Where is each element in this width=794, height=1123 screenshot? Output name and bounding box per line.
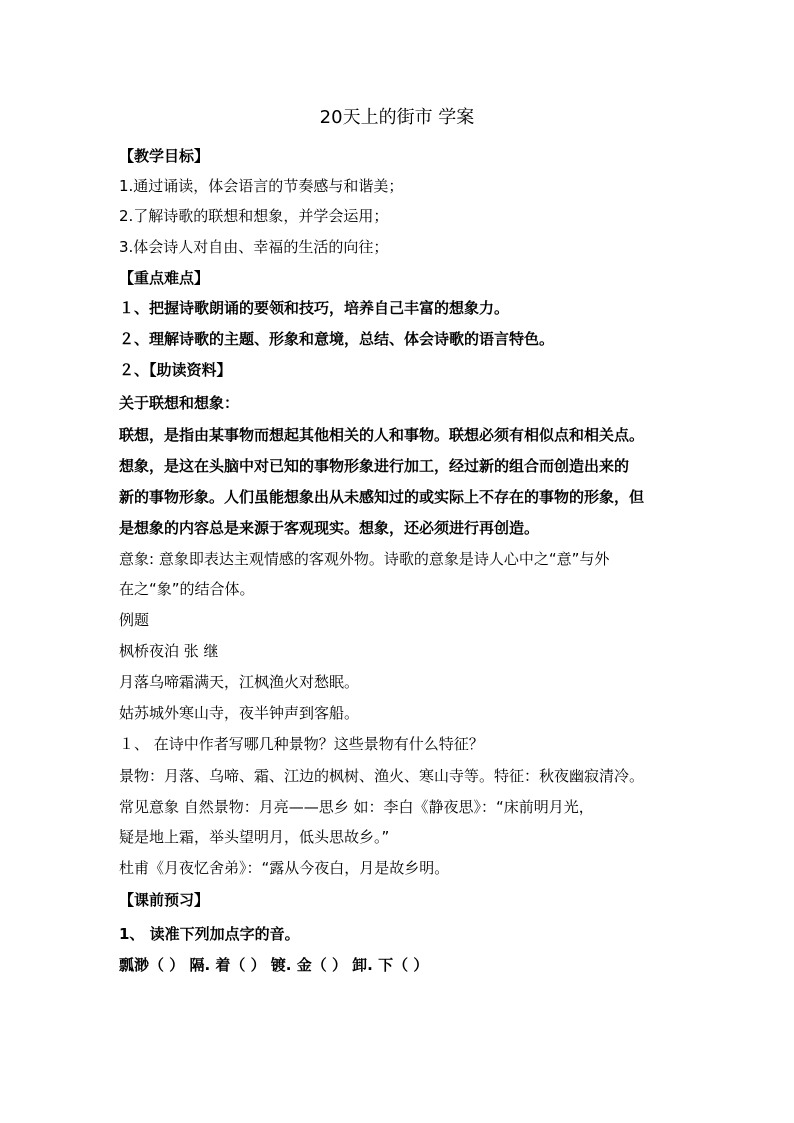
key-point-2: ２、理解诗歌的主题、形象和意境，总结、体会诗歌的语言特色。 (119, 330, 555, 348)
imagery-example-line-3: 杜甫《月夜忆舍弟》：“露从今夜白，月是故乡明。 (119, 859, 450, 877)
section-heading-reading-material: ２、【助读资料】 (119, 361, 232, 379)
paragraph-imagination-line-2: 新的事物形象。人们虽能想象出从未感知过的或实际上不存在的事物的形象，但 (119, 488, 645, 506)
paragraph-imagery-line-1: 意象: 意象即表达主观情感的客观外物。诗歌的意象是诗人心中之“意”与外 (119, 550, 610, 568)
paragraph-association: 联想，是指由某事物而想起其他相关的人和事物。联想必须有相似点和相关点。 (119, 426, 645, 444)
imagery-example-line-2: 疑是地上霜，举头望明月，低头思故乡。” (119, 828, 390, 846)
poem-title: 枫桥夜泊 张 继 (119, 642, 219, 660)
example-question-1: １、 在诗中作者写哪几种景物？这些景物有什么特征？ (119, 735, 484, 753)
paragraph-imagery-line-2: 在之“象”的结合体。 (119, 580, 255, 598)
paragraph-imagination-line-1: 想象，是这在头脑中对已知的事物形象进行加工，经过新的组合而创造出来的 (119, 457, 630, 475)
section-heading-preview: 【课前预习】 (119, 891, 210, 909)
section-heading-objectives: 【教学目标】 (119, 147, 210, 165)
reading-subheading: 关于联想和想象： (119, 394, 240, 412)
objective-3: 3.体会诗人对自由、幸福的生活的向往； (119, 238, 389, 256)
poem-line-2: 姑苏城外寒山寺，夜半钟声到客船。 (119, 704, 360, 722)
section-heading-key-points: 【重点难点】 (119, 269, 210, 287)
pronunciation-blanks: 瓢渺（ ） 隔. 着（ ） 镀. 金（ ） 卸. 下（ ） (119, 956, 429, 974)
preview-task-1: 1、 读准下列加点字的音。 (119, 925, 300, 943)
poem-line-1: 月落乌啼霜满天，江枫渔火对愁眠。 (119, 673, 360, 691)
imagery-example-line-1: 常见意象 自然景物：月亮——思乡 如：李白《静夜思》：“床前明月光， (119, 798, 594, 816)
paragraph-imagination-line-3: 是想象的内容总是来源于客观现实。想象，还必须进行再创造。 (119, 519, 540, 537)
objective-1: 1.通过诵读，体会语言的节奏感与和谐美； (119, 177, 404, 195)
page-title: 20天上的街市 学案 (319, 107, 475, 128)
objective-2: 2.了解诗歌的联想和想象，并学会运用； (119, 207, 389, 225)
key-point-1: １、把握诗歌朗诵的要领和技巧，培养自己丰富的想象力。 (119, 299, 510, 317)
example-answer-1: 景物：月落、乌啼、霜、江边的枫树、渔火、寒山寺等。特征：秋夜幽寂清冷。 (119, 767, 645, 785)
example-heading: 例题 (119, 611, 150, 629)
